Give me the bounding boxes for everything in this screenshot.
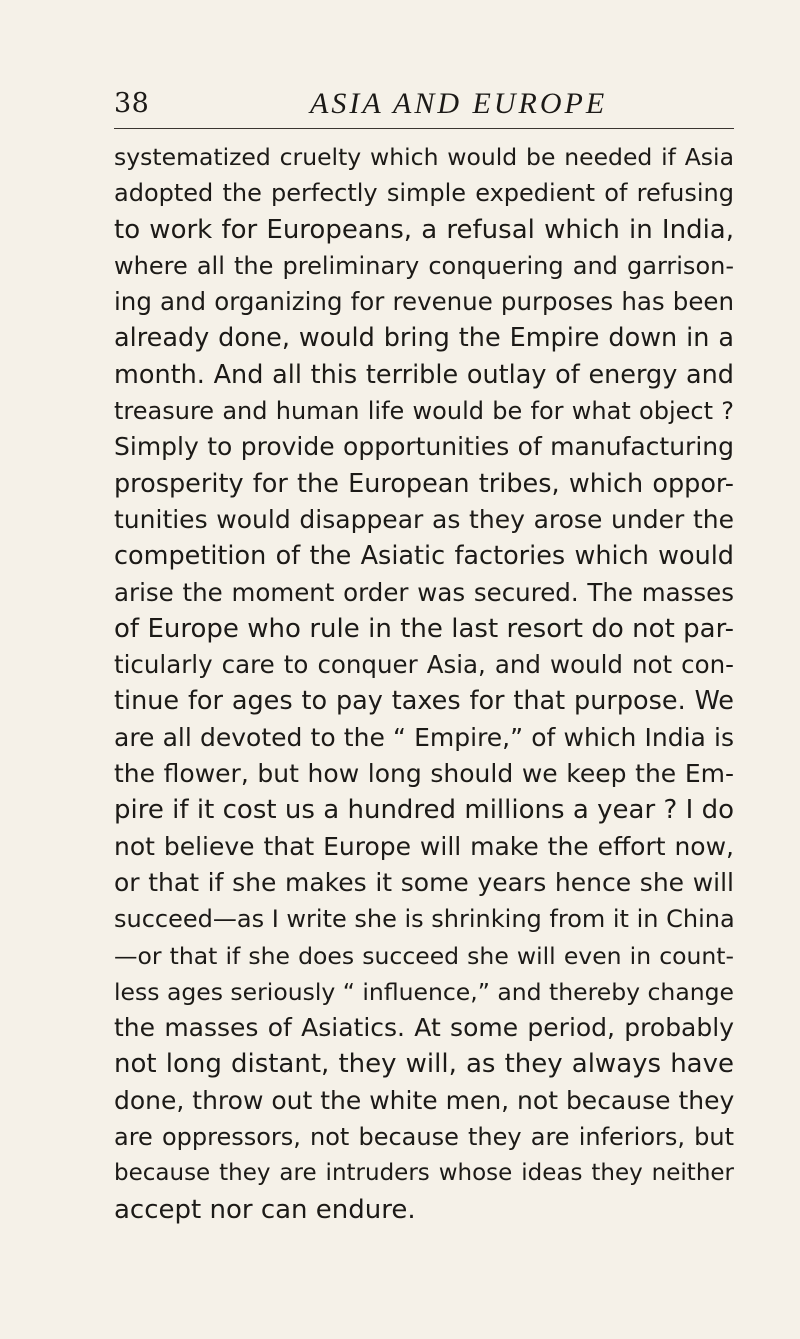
text-line: not long distant, they will, as they always have: [114, 1049, 734, 1080]
text-line: done, throw out the white men, not because they: [114, 1085, 735, 1115]
text-line: systematized cruelty which would be needed if Asia: [114, 143, 734, 171]
text-line: Simply to provide opportunities of manufacturing: [114, 432, 734, 462]
text-line: because they are intruders whose ideas they neither: [114, 1160, 734, 1187]
text-line: tunities would disappear as they arose under the: [114, 504, 734, 534]
text-line: —or that if she does succeed she will even in count-: [114, 941, 734, 970]
text-line: ing and organizing for revenue purposes has been: [114, 287, 734, 317]
text-line: or that if she makes it some years hence she will: [114, 867, 734, 897]
text-line: are all devoted to the “ Empire,” of which India is: [114, 722, 734, 752]
text-line: month. And all this terrible outlay of energy and: [114, 359, 734, 390]
text-line: where all the preliminary conquering and garrison-: [114, 251, 734, 280]
page-number: 38: [114, 88, 150, 119]
running-head: [114, 84, 734, 128]
text-line: of Europe who rule in the last resort do not par-: [114, 613, 734, 644]
text-line: ticularly care to conquer Asia, and would not con-: [114, 650, 734, 680]
text-line: to work for Europeans, a refusal which in India,: [114, 214, 734, 245]
header-rule: [114, 128, 734, 129]
text-line: competition of the Asiatic factories which would: [114, 541, 734, 572]
text-line: adopted the perfectly simple expedient of refusing: [114, 179, 734, 208]
text-line: succeed—as I write she is shrinking from it in China: [114, 905, 735, 934]
body-text: [114, 139, 734, 1228]
text-line: accept nor can endure.: [114, 1194, 416, 1225]
text-line: are oppressors, not because they are inferiors, but: [114, 1123, 734, 1152]
text-line: treasure and human life would be for what object ?: [114, 397, 734, 426]
text-line: less ages seriously “ influence,” and thereby change: [114, 977, 734, 1006]
text-line: arise the moment order was secured. The masses: [114, 577, 734, 607]
text-line: not believe that Europe will make the effort now,: [114, 831, 734, 861]
running-title: ASIA AND EUROPE: [310, 87, 608, 120]
text-line: the masses of Asiatics. At some period, probably: [114, 1013, 734, 1043]
text-line: prosperity for the European tribes, which oppor-: [114, 468, 734, 499]
text-line: the flower, but how long should we keep the Em-: [114, 759, 734, 789]
text-line: already done, would bring the Empire down in a: [114, 323, 734, 354]
text-line: pire if it cost us a hundred millions a year ? I do: [114, 795, 734, 826]
text-line: tinue for ages to pay taxes for that purpose. We: [114, 686, 734, 717]
